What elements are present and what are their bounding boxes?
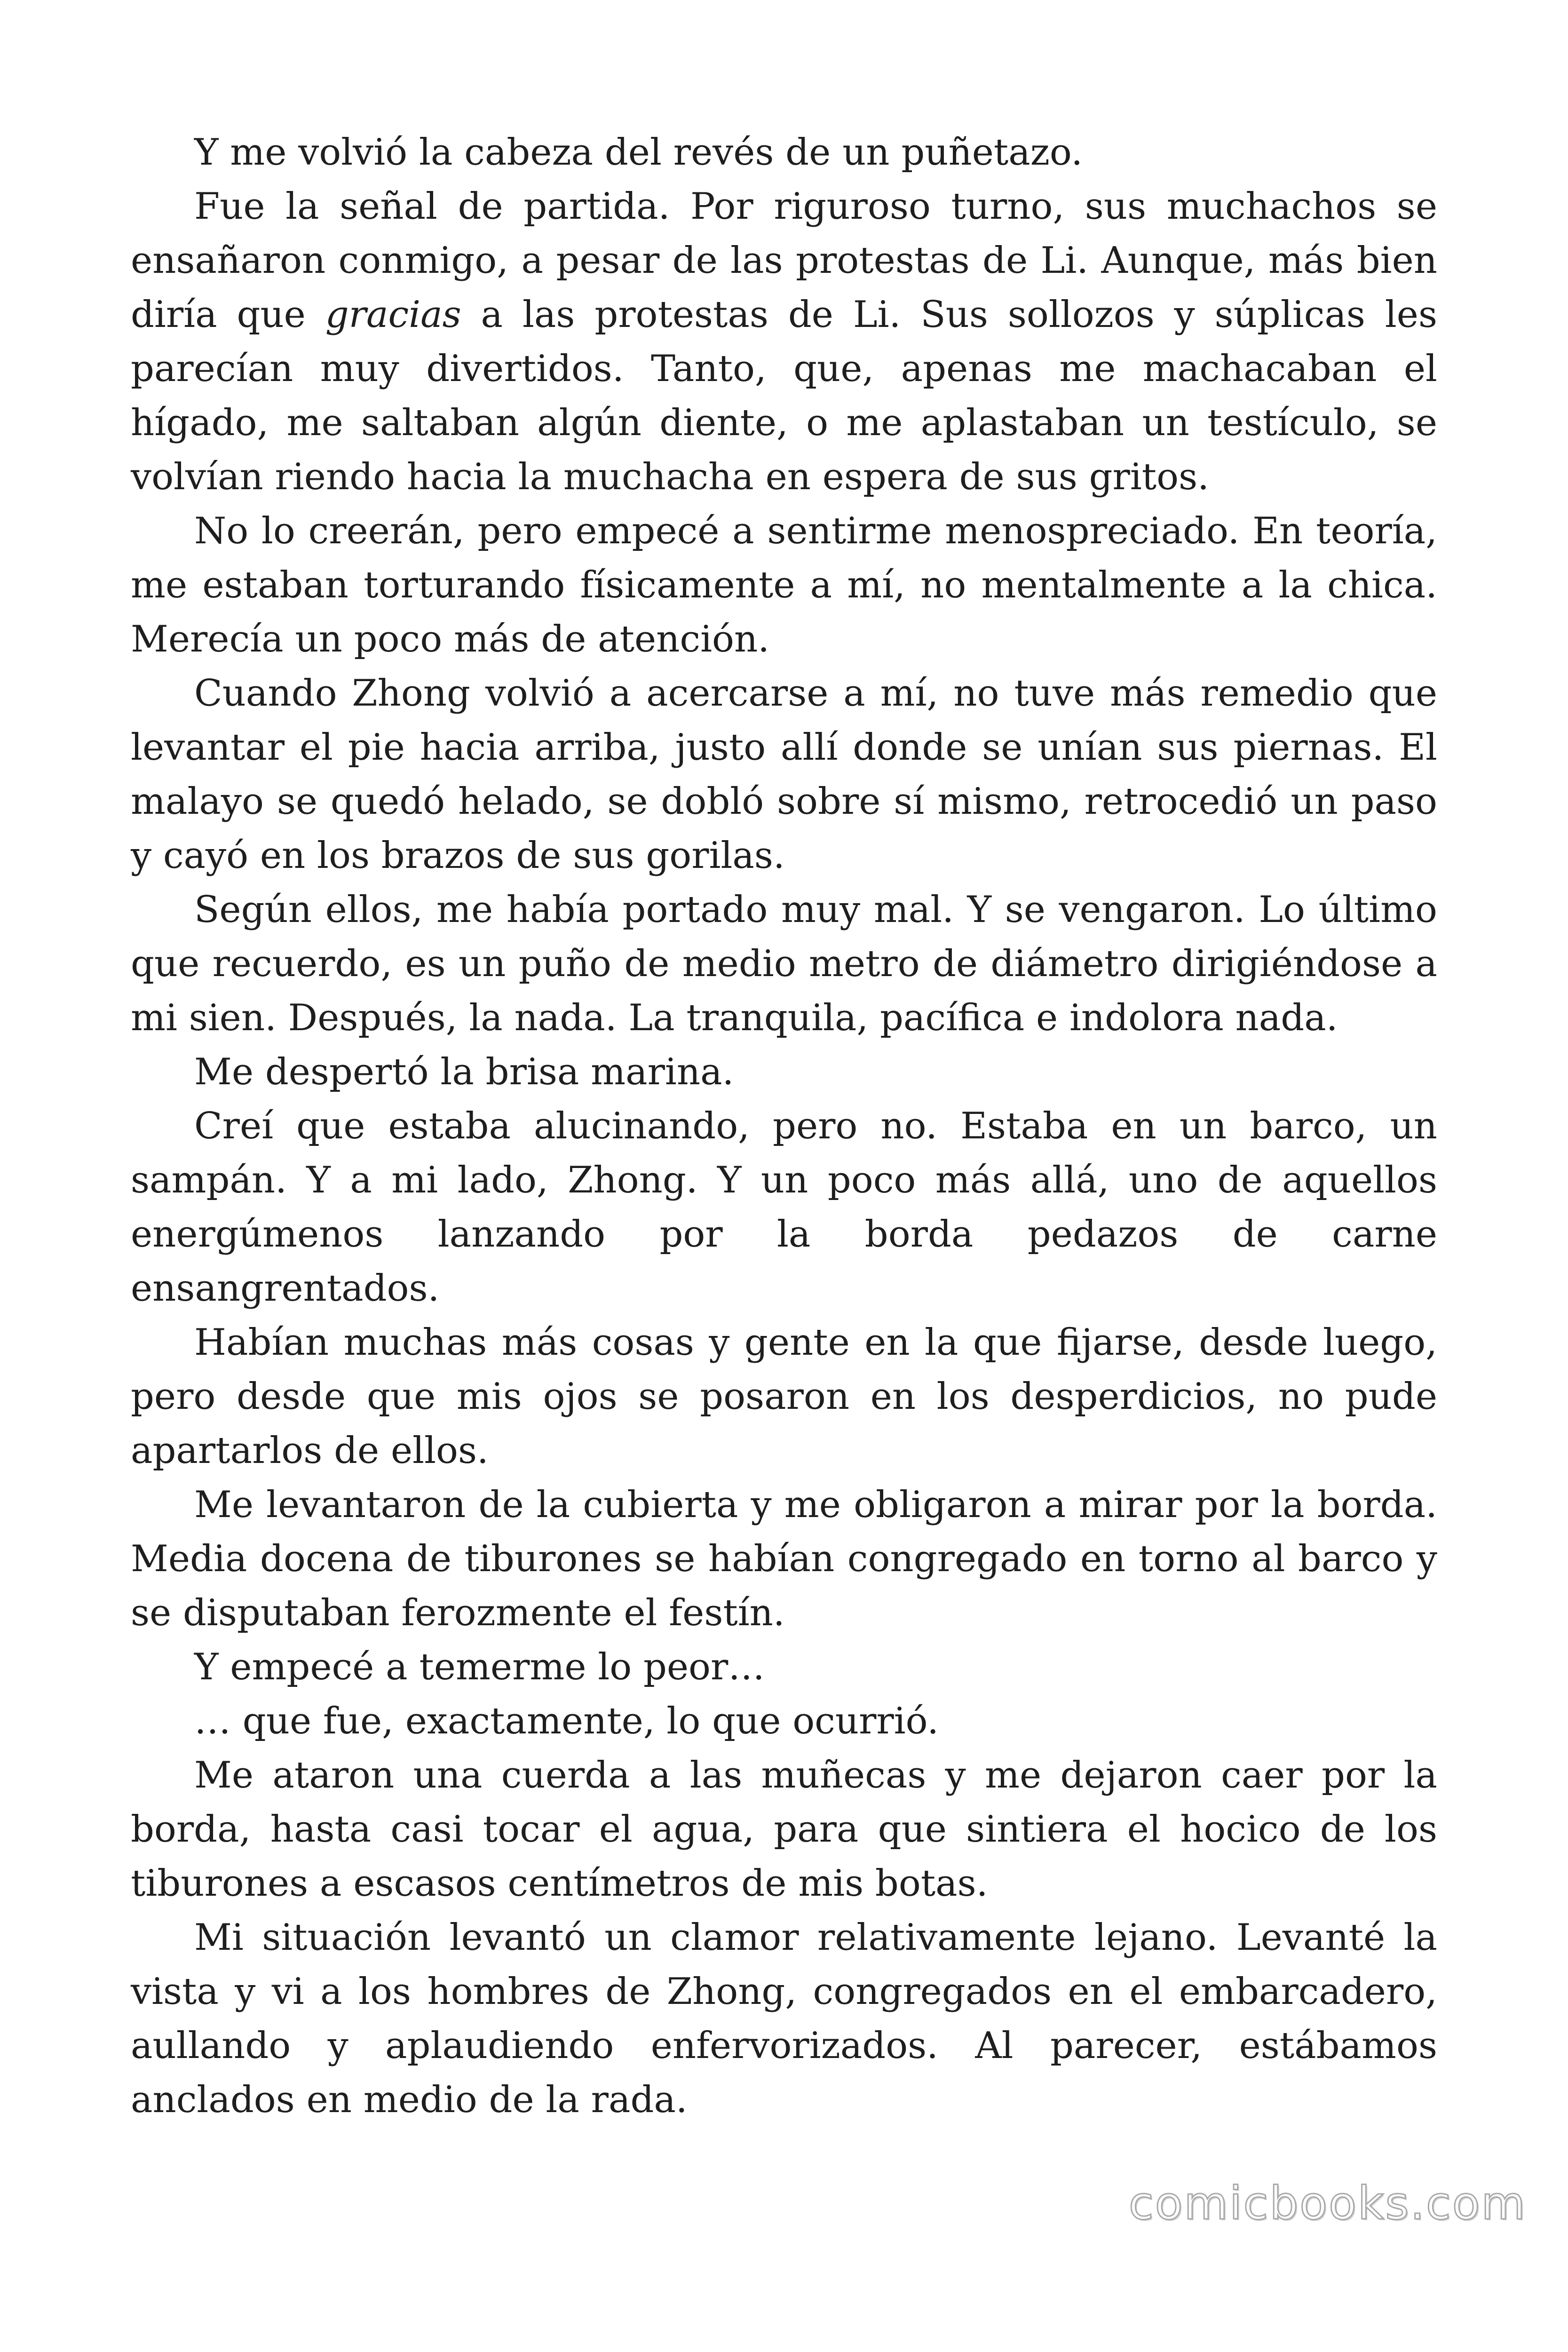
book-page-text	[131, 126, 1437, 2127]
paragraph-3: No lo creerán, pero empecé a sentirme menospreciado. En teoría, me estaban torturando físicamente a mí, no mentalmente a la chica. Merecía un poco más de atención.	[131, 510, 1437, 660]
paragraph-5: Según ellos, me había portado muy mal. Y se vengaron. Lo último que recuerdo, es un puño de medio metro de diámetro dirigiéndose a mi sien. Después, la nada. La tranquila, pacífica e indolora nada.	[131, 889, 1437, 1039]
paragraph-6: Me despertó la brisa marina.	[194, 1051, 734, 1093]
paragraph-4: Cuando Zhong volvió a acercarse a mí, no tuve más remedio que levantar el pie hacia arriba, justo allí donde se unían sus piernas. El malayo se quedó helado, se dobló sobre sí mismo, retrocedió un paso y cayó en los brazos de sus gorilas.	[131, 672, 1437, 877]
paragraph-8: Habían muchas más cosas y gente en la que fijarse, desde luego, pero desde que mis ojos se posaron en los desperdicios, no pude apartarlos de ellos.	[131, 1321, 1437, 1472]
paragraph-9: Me levantaron de la cubierta y me obligaron a mirar por la borda. Media docena de tiburones se habían congregado en torno al barco y se disputaban ferozmente el festín.	[131, 1484, 1437, 1634]
paragraph-12: Me ataron una cuerda a las muñecas y me dejaron caer por la borda, hasta casi tocar el agua, para que sintiera el hocico de los tiburones a escasos centímetros de mis botas.	[131, 1754, 1437, 1905]
paragraph-1: Y me volvió la cabeza del revés de un puñetazo.	[194, 131, 1083, 174]
paragraph-2-head: Fue la señal de partida. Por riguroso turno, sus muchachos se ensañaron conmigo, a pesar de las protestas de Li. Aunque, más bien diría que	[131, 185, 1437, 336]
watermark-logo: comicbooks.com	[1128, 2177, 1527, 2230]
paragraph-7: Creí que estaba alucinando, pero no. Estaba en un barco, un sampán. Y a mi lado, Zhong. Y un poco más allá, uno de aquellos energúmenos lanzando por la borda pedazos de carne ensangrentados.	[131, 1105, 1437, 1310]
italic-emphasis: gracias	[325, 294, 461, 336]
paragraph-11: … que fue, exactamente, lo que ocurrió.	[194, 1700, 939, 1742]
paragraph-2-tail: a las protestas de Li. Sus sollozos y súplicas les parecían muy divertidos. Tanto, que, apenas me machacaban el hígado, me saltaban algún diente, o me aplastaban un testículo, se volvían riendo hacia la muchacha en espera de sus gritos.	[131, 294, 1437, 498]
paragraph-2	[131, 180, 1437, 504]
paragraph-13: Mi situación levantó un clamor relativamente lejano. Levanté la vista y vi a los hombres de Zhong, congregados en el embarcadero, aullando y aplaudiendo enfervorizados. Al parecer, estábamos anclados en medio de la rada.	[131, 1916, 1437, 2121]
paragraph-10: Y empecé a temerme lo peor…	[194, 1646, 765, 1688]
